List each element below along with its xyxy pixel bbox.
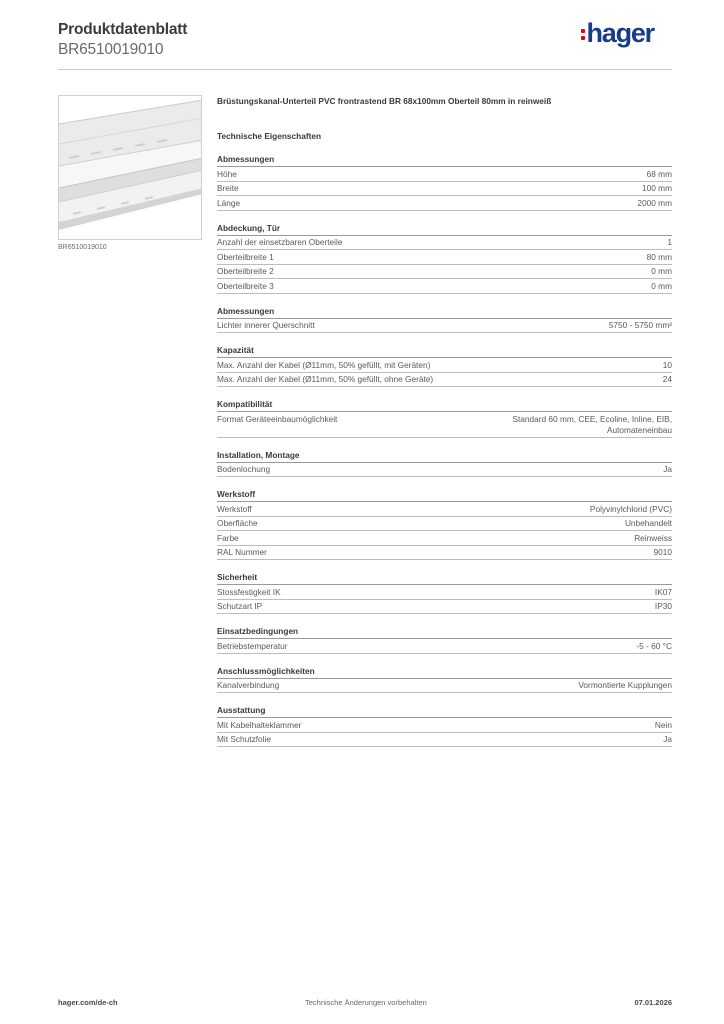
property-name: Mit Kabelhalteklammer [217,719,302,730]
property-value: 2000 mm [637,197,672,208]
property-group [217,222,672,294]
property-row [217,167,672,182]
property-name: RAL Nummer [217,547,267,557]
property-value: 5750 - 5750 mm² [608,320,672,330]
property-value: 80 mm [646,251,672,262]
property-value: 0 mm [651,280,672,291]
property-row [217,279,672,294]
property-name: Schutzart IP [217,601,263,611]
property-name: Höhe [217,168,237,179]
property-value: 0 mm [651,266,672,276]
property-name: Oberteilbreite 1 [217,251,274,262]
property-row [217,373,672,388]
image-caption: BR6510019010 [58,244,107,251]
property-name: Anzahl der einsetzbaren Oberteile [217,237,343,247]
group-title: Werkstoff [217,488,672,502]
footer-notice: Technische Änderungen vorbehalten [305,998,427,1007]
property-group [217,488,672,560]
property-name: Kanalverbindung [217,680,280,690]
group-title: Kompatibilität [217,398,672,412]
property-row [217,265,672,280]
property-name: Max. Anzahl der Kabel (Ø11mm, 50% gefüllt, mit Geräten) [217,359,431,370]
property-value: Reinweiss [634,532,672,543]
property-row [217,319,672,334]
logo-wordmark: hager [586,18,654,48]
footer-website: hager.com/de-ch [58,998,118,1007]
product-description: Brüstungskanal-Unterteil PVC frontrastend BR 68x100mm Oberteil 80mm in reinweiß [217,96,552,106]
group-title: Einsatzbedingungen [217,625,672,639]
property-name: Betriebstemperatur [217,640,288,651]
property-group [217,704,672,747]
group-title: Abdeckung, Tür [217,222,672,236]
property-groups [217,153,672,747]
property-group [217,398,672,438]
property-name: Werkstoff [217,503,252,514]
article-number: BR6510019010 [58,41,164,58]
property-value: Unbehandelt [624,518,672,528]
cable-duct-icon [59,96,202,240]
group-title: Anschlussmöglichkeiten [217,665,672,679]
property-group [217,571,672,614]
product-image [58,95,202,240]
property-name: Oberfläche [217,518,258,528]
property-name: Oberteilbreite 3 [217,280,274,291]
property-value: IK07 [654,586,672,597]
property-row [217,250,672,265]
property-row [217,600,672,615]
page-header [58,20,672,70]
section-title: Technische Eigenschaften [217,131,322,141]
property-row [217,517,672,532]
property-group [217,449,672,478]
property-row [217,196,672,211]
footer-date: 07.01.2026 [634,998,672,1007]
property-value: Polyvinylchlorid (PVC) [589,503,672,514]
property-row [217,502,672,517]
property-name: Bodenlochung [217,464,271,474]
property-group [217,305,672,334]
property-name: Oberteilbreite 2 [217,266,274,276]
property-value: Nein [654,719,672,730]
property-name: Breite [217,183,239,193]
property-value: 9010 [653,547,672,557]
property-value: Standard 60 mm, CEE, Ecoline, Inline, EIB, Automateneinbau [512,413,672,435]
group-title: Installation, Montage [217,449,672,463]
property-row [217,733,672,748]
property-value: Vormontierte Kupplungen [578,680,672,690]
group-title: Sicherheit [217,571,672,585]
property-group [217,344,672,387]
property-row [217,679,672,694]
property-value: -5 - 60 °C [636,640,672,651]
property-name: Stossfestigkeit IK [217,586,281,597]
property-group [217,153,672,211]
property-value: IP30 [654,601,672,611]
property-row [217,463,672,478]
property-value: 68 mm [646,168,672,179]
property-value: Ja [663,464,672,474]
property-row [217,358,672,373]
property-value: 10 [662,359,672,370]
group-title: Ausstattung [217,704,672,718]
property-group [217,665,672,694]
property-name: Farbe [217,532,239,543]
property-name: Format Geräteeinbaumöglichkeit [217,413,338,424]
property-name: Lichter innerer Querschnitt [217,320,315,330]
property-row [217,718,672,733]
property-row [217,585,672,600]
property-name: Länge [217,197,241,208]
property-value: 1 [667,237,672,247]
property-name: Max. Anzahl der Kabel (Ø11mm, 50% gefüllt, ohne Geräte) [217,374,434,384]
property-row [217,546,672,561]
property-row [217,236,672,251]
hager-logo [581,20,654,46]
property-value: 100 mm [642,183,672,193]
property-row [217,412,672,438]
property-value: 24 [662,374,672,384]
property-row [217,531,672,546]
property-group [217,625,672,654]
group-title: Abmessungen [217,305,672,319]
group-title: Kapazität [217,344,672,358]
datasheet-content [217,95,672,747]
logo-dots-icon [581,29,585,40]
page-title: Produktdatenblatt [58,21,188,38]
property-row [217,639,672,654]
property-name: Mit Schutzfolie [217,734,271,744]
group-title: Abmessungen [217,153,672,167]
property-row [217,182,672,197]
property-value: Ja [663,734,672,744]
